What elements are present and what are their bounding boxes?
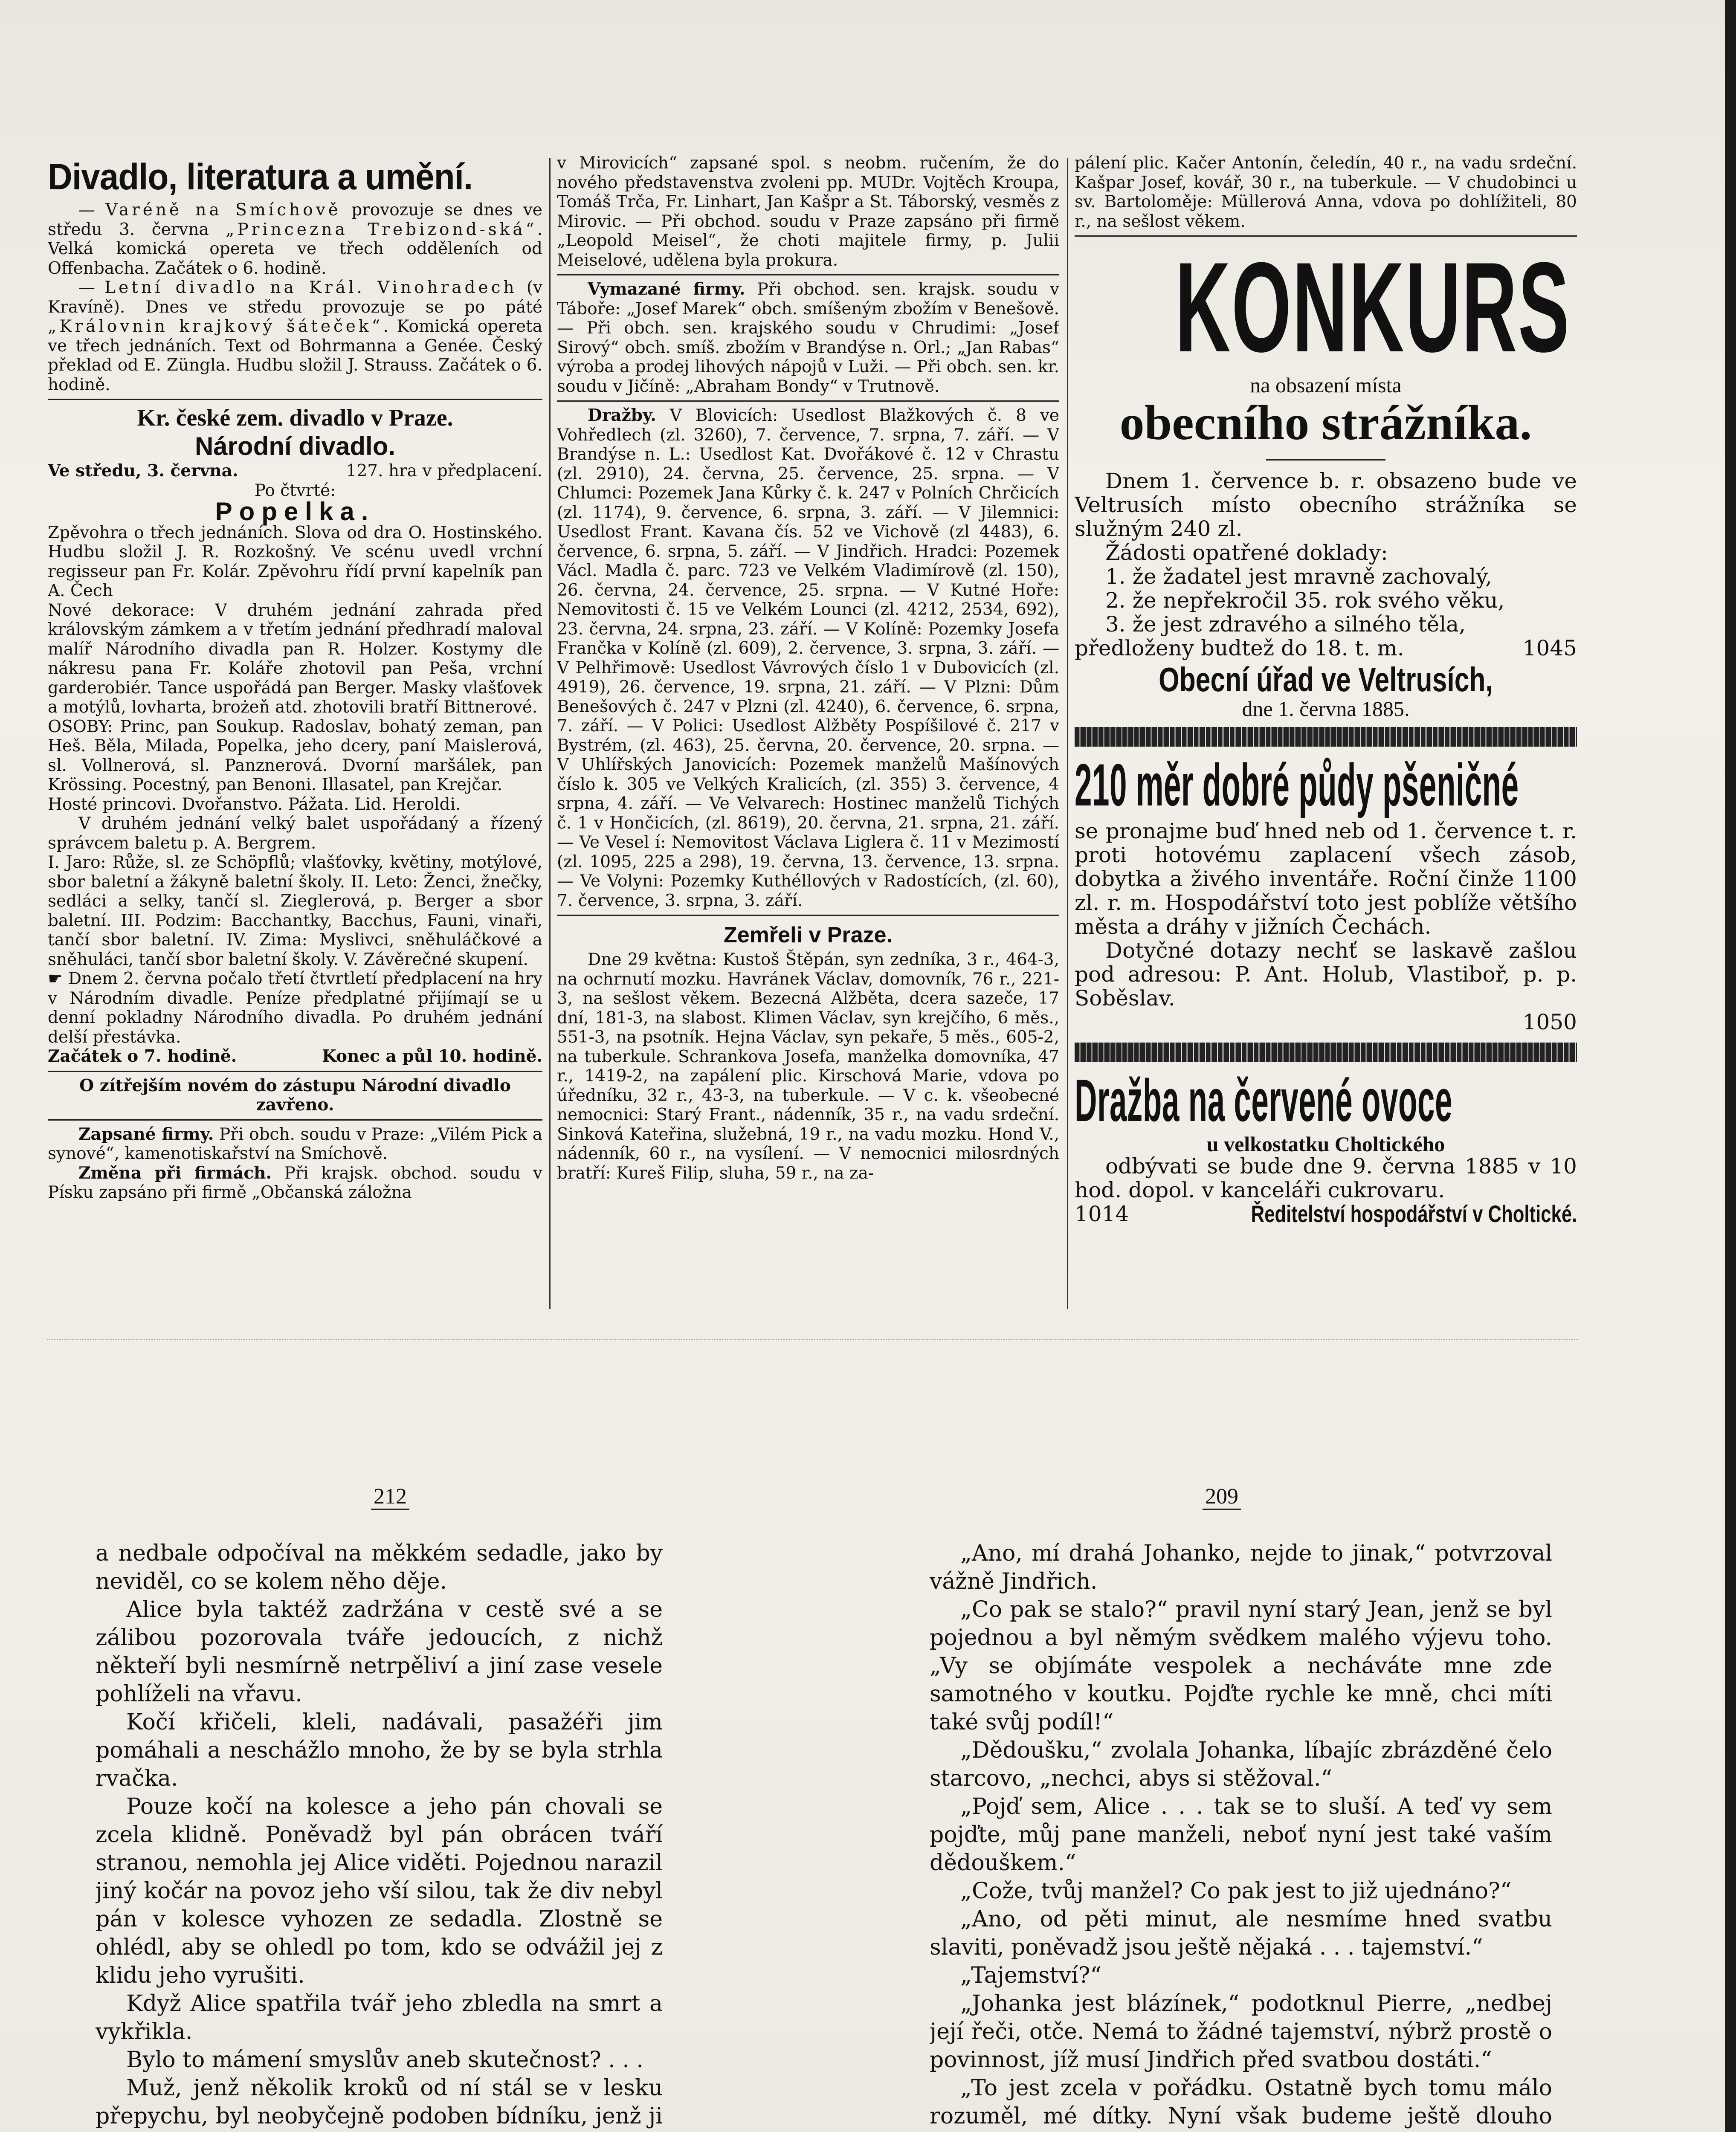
page-edge-shadow bbox=[1725, 0, 1736, 2132]
novel-paragraph: „Pojď sem, Alice . . . tak se to sluší. A teď vy sem pojďte, můj pane manželi, neboť nyní jest také vaším dědouškem.“ bbox=[930, 1794, 1552, 1876]
ad-land-title: 210 měr dobré půdy pšeničné bbox=[1075, 751, 1519, 818]
divider bbox=[48, 399, 542, 400]
ad-konkurs-deadline: předloženy budtež do 18. t. m. 1045 bbox=[1075, 635, 1577, 660]
paragraph-ballet: V druhém jednání velký balet uspořádaný a řízený správcem baletu p. A. Bergrem. bbox=[48, 814, 542, 853]
novel-paragraph: „Johanka jest blázínek,“ podotknul Pierre, „nedbej její řeči, otče. Nemá to žádné tajemství, nýbrž prostě o povinnost, jíž musí Jindřich před svatbou dostáti.“ bbox=[930, 1991, 1552, 2073]
ad-fruit-line: u velkostatku Choltického bbox=[1206, 1132, 1445, 1156]
paragraph-mirovice: v Mirovicích“ zapsané spol. s neobm. ručením, že do nového představenstva zvoleni pp. MUDr. Vojtěch Kroupa, Tomáš Trča, Fr. Linhart, Jan Kašpr a St. Táborský, vesměs z Mirovic. — Při obchod. soudu v Praze zapsáno při firmě „Leopold Meisel“, že choti majitele firmy, p. Julii Meiselové, udělena byla prokura. bbox=[557, 154, 1059, 270]
date-line bbox=[48, 461, 542, 481]
ad-fruit-title: Dražba na červené ovoce bbox=[1075, 1067, 1452, 1134]
ornamental-border bbox=[1075, 727, 1577, 747]
novel-paragraph: „Ano, mí drahá Johanko, nejde to jinak,“ potvrzoval vážně Jindřich. bbox=[930, 1541, 1552, 1594]
divider bbox=[48, 1071, 542, 1072]
column-ads bbox=[1075, 154, 1577, 1335]
divider bbox=[557, 915, 1059, 916]
paragraph-deleted-firms: Vymazané firmy. Při obchod. sen. krajsk. soudu v Táboře: „Josef Marek“ obch. smíšeným zbožím v Benešově. — Při obch. sen. krajského soudu v Chrudimi: „Josef Sirový“ obch. smíš. zbožím v Brandýse n. Orl.; „Jan Rabas“ výroba a prodej lihových nápojů v Luži. — Při obch. sen. kr. soudu v Jičíně: „Abraham Bondy“ v Trutnově. bbox=[557, 279, 1059, 396]
novel-paragraph: Alice byla taktéž zadržána v cestě své a se zálibou pozorovala tváře jedoucích, z nichž někteří byli nesmírně netrpěliví a jiní zase vesele pohlíželi na vřavu. bbox=[96, 1597, 663, 1707]
paragraph-subscription: ☛ Dnem 2. června počalo třetí čtvrtletí předplacení na hry v Národním divadle. Peníze předplatné přijímají se u denní pokladny Národního divadla. Po druhém jednání delší přestávka. bbox=[48, 969, 542, 1047]
novel-paragraph: a nedbale odpočíval na měkkém sedadle, jako by neviděl, co se kolem něho děje. bbox=[96, 1541, 663, 1594]
paragraph-deaths-cont: pálení plic. Kačer Antonín, čeledín, 40 r., na vadu srdeční. Kašpar Josef, kovář, 30 r., na tuberkule. — V chudobinci u sv. Bartoloměje: Müllerová Anna, vdova po dohlížiteli, 80 r., na sešlost věkem. bbox=[1075, 154, 1577, 231]
ad-konkurs-req-3: 3. že jest zdravého a silného těla, bbox=[1105, 611, 1466, 637]
column-rule bbox=[1067, 158, 1068, 1309]
novel-paragraph: Když Alice spatřila tvář jeho zbledla na smrt a vykřikla. bbox=[96, 1991, 663, 2045]
ad-konkurs-body: Dnem 1. července b. r. obsazeno bude ve Veltrusích místo obecního strážníka se služným 240 zl. bbox=[1075, 468, 1577, 541]
novel-paragraph: „Ano, od pěti minut, ale nesmíme hned svatbu slaviti, poněvadž jsou ještě nějaká . . . tajemství.“ bbox=[930, 1906, 1552, 1960]
ad-konkurs-signature: Obecní úřad ve Veltrusích, bbox=[1159, 660, 1493, 698]
novel-paragraph: „Co pak se stalo?“ pravil nyní starý Jean, jenž se byl pojednou a byl němým svědkem malého výjevu toho. „Vy se objímáte vespolek a necháváte mne zde samotného v koutku. Pojďte rychle ke mně, chci míti také svůj podíl!“ bbox=[930, 1597, 1552, 1735]
novel-paragraph: Bylo to mámení smyslův aneb skutečnost? . . . bbox=[126, 2047, 643, 2073]
ad-konkurs-line: na obsazení místa bbox=[1250, 373, 1402, 397]
ad-land-number-row bbox=[1075, 1010, 1577, 1034]
ad-number: 1045 bbox=[1522, 635, 1577, 660]
paragraph-seasons: I. Jaro: Růže, sl. ze Schöpflů; vlašťovky, květiny, motýlové, sbor baletní a žákyně baletní školy. II. Leto: Ženci, žnečky, sedláci a selky, tančí sl. Zieglerová, p. Berger a sbor baletní. III. Podzim: Bacchantky, Bacchus, Fauni, vinaři, tančí sbor baletní. IV. Zima: Myslivci, sněhuláčkové a sněhuláci, tančí sbor baletní školy. V. Závěrečné skupení. bbox=[48, 853, 542, 969]
section-heading-theatre: Divadlo, literatura a umění. bbox=[48, 156, 473, 197]
paragraph-auctions: Dražby. V Blovicích: Usedlost Blažkových č. 8 ve Vohředlech (zl. 3260), 7. července, 7. srpna, 7. září. — V Brandýse n. L.: Usedlost Kat. Dvořákové č. 12 v Chrastu (zl. 2910), 24. června, 25. července, 25. srpna. — V Chlumci: Pozemek Jana Kůrky č. k. 247 v Polních Chrčicích (zl. 1174), 9. července, 6. srpna, 3. září. — V Jilemnici: Usedlost Frant. Kavana čís. 52 ve Vichově (zl 4483), 6. července, 6. srpna, 5. září. — V Jindřich. Hradci: Pozemek Václ. Madla č. parc. 723 ve Velkém Vladimírově (zl. 150), 26. června, 24. července, 25. srpna. — V Kutné Hoře: Nemovitosti č. 15 ve Velkém Lounci (zl. 4212, 2534, 692), 23. června, 24. srpna, 23. září. — V Kolíně: Pozemky Josefa Frančka v Kolíně (zl. 609), 2. července, 3. srpna, 3. září. — V Pelhřimově: Usedlost Vávrových číslo 1 v Dubovicích (zl. 4919), 26. července, 19. srpna, 21. září. — V Plzni: Dům Benešových č. 247 v Plzni (zl. 4240), 6. července, 6. srpna, 7. září. — V Polici: Usedlost Alžběty Pospíšilové č. 217 v Bystrém, (zl. 463), 25. června, 20. července, 20. srpna. — V Uhlířských Janovicích: Pozemek manželů Mašínových číslo k. 305 ve Velkých Kralicích, (zl. 355) 3. července, 4 srpna, 4. září. — Ve Velvarech: Hostinec manželů Tichých č. 1 v Hončicích, (zl. 8619), 20. června, 21. srpna, 21. září. — Ve Vesel í: Nemovitost Václava Liglera č. 11 v Mezimostí (zl. 1095, 225 a 298), 19. června, 13. července, 13. srpna. — Ve Volyni: Pozemky Kuthéllových v Radostících, (zl. 60), 7. července, 3. srpna, 3. září. bbox=[557, 406, 1059, 910]
novel-paragraph: „To jest zcela v pořádku. Ostatně bych tomu málo rozuměl, mé dítky. Nyní však budeme ještě dlouho bbox=[930, 2075, 1552, 2129]
divider bbox=[1266, 459, 1385, 461]
ad-land-contact: Dotyčné dotazy nechť se laskavě zašlou pod adresou: P. Ant. Holub, Vlastiboř, p. p. Soběslav. bbox=[1075, 938, 1577, 1011]
pointing-hand-icon: ☛ bbox=[48, 969, 68, 988]
divider bbox=[557, 274, 1059, 275]
deaths-heading: Zemřeli v Praze. bbox=[724, 923, 893, 947]
ad-konkurs-requirements: Žádosti opatřené doklady: bbox=[1105, 540, 1388, 565]
ad-konkurs-title: KONKURS bbox=[1175, 235, 1571, 379]
novel-text-left bbox=[96, 1539, 663, 2132]
paragraph-smichov: — Varéně na Smíchově provozuje se dnes ve středu 3. června „Princezna Trebizond-ská“. Velká komická opereta ve třech odděleních od Offenbacha. Začátek o 6. hodině. bbox=[48, 200, 542, 278]
ad-number: 1050 bbox=[1522, 1010, 1577, 1034]
paragraph-decorations: Nové dekorace: V druhém jednání zahrada před královským zámkem a v třetím jednání předhradí maloval malíř Národního divadla pan R. Holzer. Kostymy dle nákresu pana Fr. Koláře zhotovil pan Peša, vrchní garderobiér. Tance uspořádá pan Berger. Masky vlašťovek a motýlů, lovharta, brożeň atd. zhotovili bratří Bittnerové. bbox=[48, 600, 542, 717]
paragraph-deaths: Dne 29 května: Kustoš Štěpán, syn zedníka, 3 r., 464-3, na ochrnutí mozku. Havránek Václav, domovník, 76 r., 221-3, na sešlost věkem. Bezecná Alžběta, dcera sazeče, 17 dní, 181-3, na slabost. Klimen Václav, syn krejčího, 6 měs., 551-3, na psotník. Hejna Václav, syn pekaře, 5 měs., 605-2, na tuberkule. Schrankova Josefa, manželka domovníka, 47 r., 1419-2, na zapálení plic. Kirschová Marie, vdova po úředníku, 32 r., 43-3, na tuberkule. — V c. k. všeobecné nemocnici: Starý Frant., nádenník, 35 r., na vadu srdeční. Sinková Kateřina, služebná, 19 r., na vadu mozku. Hond V., nádenník, 60 r., na vysílení. — V nemocnici milosrdných bratří: Kureš Filip, sluha, 59 r., na za- bbox=[557, 950, 1059, 1183]
paragraph-registered-firms: Zapsané firmy. Při obch. soudu v Praze: „Vilém Pick a synové“, kamenotiskařství na Smíchově. bbox=[48, 1124, 542, 1163]
start-time: Začátek o 7. hodině. bbox=[48, 1046, 237, 1066]
performance-count: Po čtvrté: bbox=[254, 481, 336, 500]
divider bbox=[48, 1119, 542, 1121]
ad-konkurs-date: dne 1. června 1885. bbox=[1242, 696, 1410, 721]
novel-text-right bbox=[930, 1539, 1552, 2132]
column-rule bbox=[549, 158, 551, 1309]
novel-paragraph: „Dědoušku,“ zvolala Johanka, líbajíc zbrázděné čelo starcovo, „nechci, abys si stěžoval.“ bbox=[930, 1738, 1552, 1791]
paragraph-opera: Zpěvohra o třech jednáních. Slova od dra O. Hostinského. Hudbu složil J. R. Rozkošný. Ve scénu uvedl vrchní regisseur pan Fr. Kolár. Zpěvohru řídí první kapelník pan A. Čech bbox=[48, 523, 542, 600]
page-fold bbox=[47, 1339, 1578, 1343]
column-theatre bbox=[48, 154, 542, 1335]
date-left: Ve středu, 3. června. bbox=[48, 461, 238, 481]
novel-paragraph: „Tajemství?“ bbox=[960, 1963, 1101, 1988]
page-number-left: 212 bbox=[371, 1484, 409, 1509]
novel-paragraph: Pouze kočí na kolesce a jeho pán chovali se zcela klidně. Poněvadž byl pán obrácen tváří stranou, nemohla jej Alice viděti. Pojednou narazil jiný kočár na povoz jeho vší silou, tak že div nebyl pán v kolesce vyhozen ze sedadla. Zlostně se ohlédl, aby se ohledl po tom, kdo se odvážil jej z klidu jeho vyrušiti. bbox=[96, 1794, 663, 1988]
paragraph-vinohrady: — Letní divadlo na Král. Vinohradech (v Kravíně). Dnes ve středu provozuje se po páté „Královnin krajkový šáteček“. Komická opereta ve třech jednáních. Text od Bohrmanna a Genée. Český překlad od E. Züngla. Hudbu složil J. Strauss. Začátek o 6. hodině. bbox=[48, 278, 542, 394]
ad-konkurs-position: obecního strážníka. bbox=[1119, 395, 1532, 450]
paragraph-firm-changes: Změna při firmách. Při krajsk. obchod. soudu v Písku zapsáno při firmě „Občanská záložna bbox=[48, 1163, 542, 1202]
ad-fruit-body: odbývati se bude dne 9. června 1885 v 10 hod. dopol. v kanceláři cukrovaru. bbox=[1075, 1153, 1577, 1202]
closure-notice: O zítřejším novém do zástupu Národní divadlo zavřeno. bbox=[79, 1075, 511, 1115]
page-number-right: 209 bbox=[1203, 1484, 1241, 1509]
paragraph-cast: OSOBY: Princ, pan Soukup. Radoslav, bohatý zeman, pan Heš. Běla, Milada, Popelka, jeho dcery, paní Maislerová, sl. Vollnerová, sl. Panznerová. Dvorní maršálek, pan Krössing. Pocestný, pan Benoni. Illasatel, pan Krejčar. bbox=[48, 717, 542, 794]
play-title: Popelka. bbox=[215, 497, 375, 526]
ad-konkurs-req-1: 1. že žadatel jest mravně zachovalý, bbox=[1105, 564, 1492, 589]
divider bbox=[557, 400, 1059, 402]
ad-number: 1014 bbox=[1075, 1201, 1129, 1226]
ad-fruit-footer bbox=[1075, 1202, 1577, 1226]
ad-fruit-signature: Ředitelství hospodářství v Choltické. bbox=[1251, 1200, 1577, 1227]
ad-land-body: se pronajme buď hned neb od 1. července t. r. proti hotovému zaplacení všech zásob, dobytka a živého inventáře. Roční činže 1100 zl. r. m. Hospodářství toto jest poblíže většího města a dráhy v jižních Čechách. bbox=[1075, 819, 1577, 939]
end-time: Konec a půl 10. hodině. bbox=[322, 1046, 542, 1066]
ad-konkurs-req-2: 2. že nepřekročil 35. rok svého věku, bbox=[1105, 588, 1505, 613]
theatre-heading: Kr. české zem. divadlo v Praze. bbox=[137, 405, 453, 431]
novel-paragraph: Muž, jenž několik kroků od ní stál se v lesku přepychu, byl neobyčejně podoben bídníku, jenž ji bbox=[96, 2075, 663, 2129]
start-end-line bbox=[48, 1047, 542, 1066]
theatre-subheading: Národní divadlo. bbox=[194, 432, 396, 461]
novel-paragraph: Kočí křičeli, kleli, nadávali, pasažéři jim pomáhali a neschážlo mnoho, že by se byla strhla rvačka. bbox=[96, 1709, 663, 1791]
novel-paragraph: „Cože, tvůj manžel? Co pak jest to již ujednáno?“ bbox=[960, 1878, 1512, 1904]
paragraph-guests: Hosté princovi. Dvořanstvo. Pážata. Lid. Heroldi. bbox=[48, 794, 461, 814]
column-registry bbox=[557, 154, 1059, 1335]
date-right: 127. hra v předplacení. bbox=[346, 461, 542, 481]
ornamental-border bbox=[1075, 1043, 1577, 1062]
